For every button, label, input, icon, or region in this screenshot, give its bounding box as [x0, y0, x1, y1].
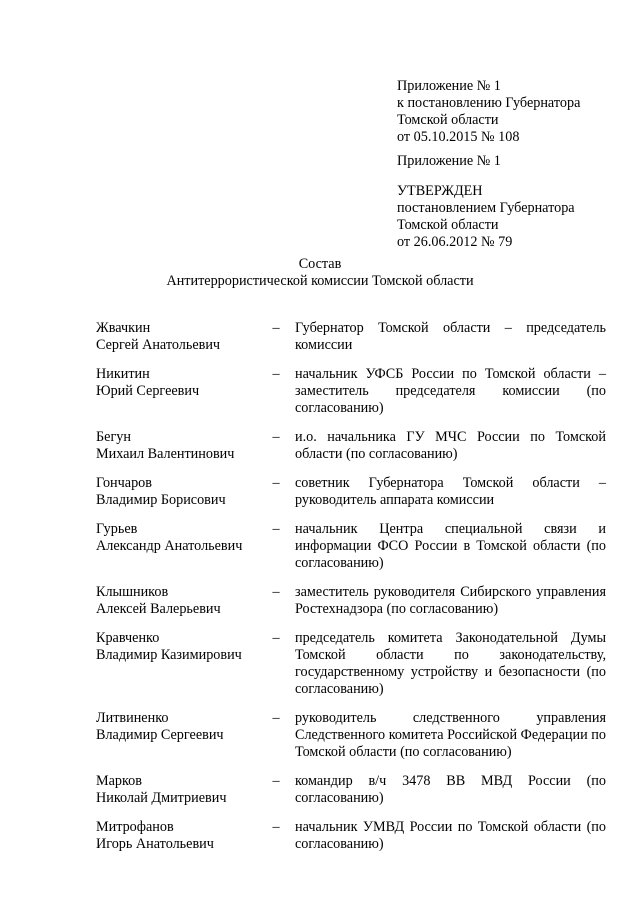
member-name: [96, 819, 266, 853]
member-dash: –: [272, 475, 280, 491]
member-surname: Клышников: [96, 584, 169, 600]
member-position: командир в/ч 3478 ВВ МВД России (по согласованию): [295, 773, 606, 806]
member-row: [96, 819, 606, 853]
member-given-name: Владимир Сергеевич: [96, 727, 224, 743]
member-surname: Никитин: [96, 366, 150, 382]
member-dash: –: [272, 710, 280, 726]
member-dash: –: [272, 366, 280, 382]
member-position: начальник Центра специальной связи и информации ФСО России в Томской области (по согласованию): [295, 521, 606, 571]
member-given-name: Игорь Анатольевич: [96, 836, 214, 852]
member-given-name: Николай Дмитриевич: [96, 790, 227, 806]
annex-inner-line: Приложение № 1: [397, 153, 501, 169]
member-surname: Жвачкин: [96, 320, 151, 336]
member-name: [96, 429, 266, 463]
member-name: [96, 366, 266, 400]
member-name: [96, 773, 266, 807]
member-row: [96, 429, 606, 463]
member-row: [96, 475, 606, 509]
approval-line: постановлением Губернатора: [397, 200, 575, 216]
member-position: начальник УФСБ России по Томской области – заместитель председателя комиссии (по согласованию): [295, 366, 606, 416]
annex-header-line: Томской области: [397, 112, 499, 128]
approval-line: УТВЕРЖДЕН: [397, 183, 483, 199]
approval-block: [397, 183, 627, 251]
member-position: и.о. начальника ГУ МЧС России по Томской области (по согласованию): [295, 429, 606, 462]
member-position: руководитель следственного управления Следственного комитета Российской Федерации по Томской области (по согласованию): [295, 710, 606, 760]
approval-line: Томской области: [397, 217, 499, 233]
document-subtitle: Антитеррористической комиссии Томской области: [166, 273, 474, 289]
annex-header-line: Приложение № 1: [397, 78, 501, 94]
member-dash: –: [272, 584, 280, 600]
member-position: заместитель руководителя Сибирского управления Ростехнадзора (по согласованию): [295, 584, 606, 617]
document-heading: [0, 256, 640, 290]
member-row: [96, 584, 606, 618]
member-given-name: Сергей Анатольевич: [96, 337, 221, 353]
annex-header-line: к постановлению Губернатора: [397, 95, 581, 111]
member-given-name: Михаил Валентинович: [96, 446, 235, 462]
member-surname: Гончаров: [96, 475, 152, 491]
member-surname: Митрофанов: [96, 819, 174, 835]
member-name: [96, 710, 266, 744]
member-given-name: Владимир Казимирович: [96, 647, 242, 663]
member-row: [96, 773, 606, 807]
member-name: [96, 475, 266, 509]
member-surname: Марков: [96, 773, 142, 789]
member-given-name: Юрий Сергеевич: [96, 383, 200, 399]
member-dash: –: [272, 320, 280, 336]
annex-inner: [397, 153, 627, 170]
member-surname: Бегун: [96, 429, 131, 445]
member-surname: Гурьев: [96, 521, 138, 537]
member-given-name: Александр Анатольевич: [96, 538, 243, 554]
member-row: [96, 521, 606, 572]
annex-header-line: от 05.10.2015 № 108: [397, 129, 520, 145]
member-row: [96, 366, 606, 417]
document-title: Состав: [298, 256, 342, 272]
member-dash: –: [272, 630, 280, 646]
approval-line: от 26.06.2012 № 79: [397, 234, 513, 250]
member-given-name: Владимир Борисович: [96, 492, 226, 508]
member-row: [96, 630, 606, 698]
member-dash: –: [272, 521, 280, 537]
member-surname: Кравченко: [96, 630, 160, 646]
member-name: [96, 584, 266, 618]
member-dash: –: [272, 773, 280, 789]
member-surname: Литвиненко: [96, 710, 169, 726]
member-given-name: Алексей Валерьевич: [96, 601, 221, 617]
member-name: [96, 521, 266, 555]
member-dash: –: [272, 429, 280, 445]
members-list: [96, 320, 606, 865]
member-position: начальник УМВД России по Томской области (по согласованию): [295, 819, 606, 852]
member-dash: –: [272, 819, 280, 835]
annex-header: [397, 78, 627, 146]
member-position: советник Губернатора Томской области – руководитель аппарата комиссии: [295, 475, 606, 508]
member-row: [96, 320, 606, 354]
member-name: [96, 320, 266, 354]
member-position: Губернатор Томской области – председатель комиссии: [295, 320, 606, 353]
member-name: [96, 630, 266, 664]
member-position: председатель комитета Законодательной Думы Томской области по законодательству, государственному устройству и безопасности (по согласованию): [295, 630, 606, 697]
member-row: [96, 710, 606, 761]
